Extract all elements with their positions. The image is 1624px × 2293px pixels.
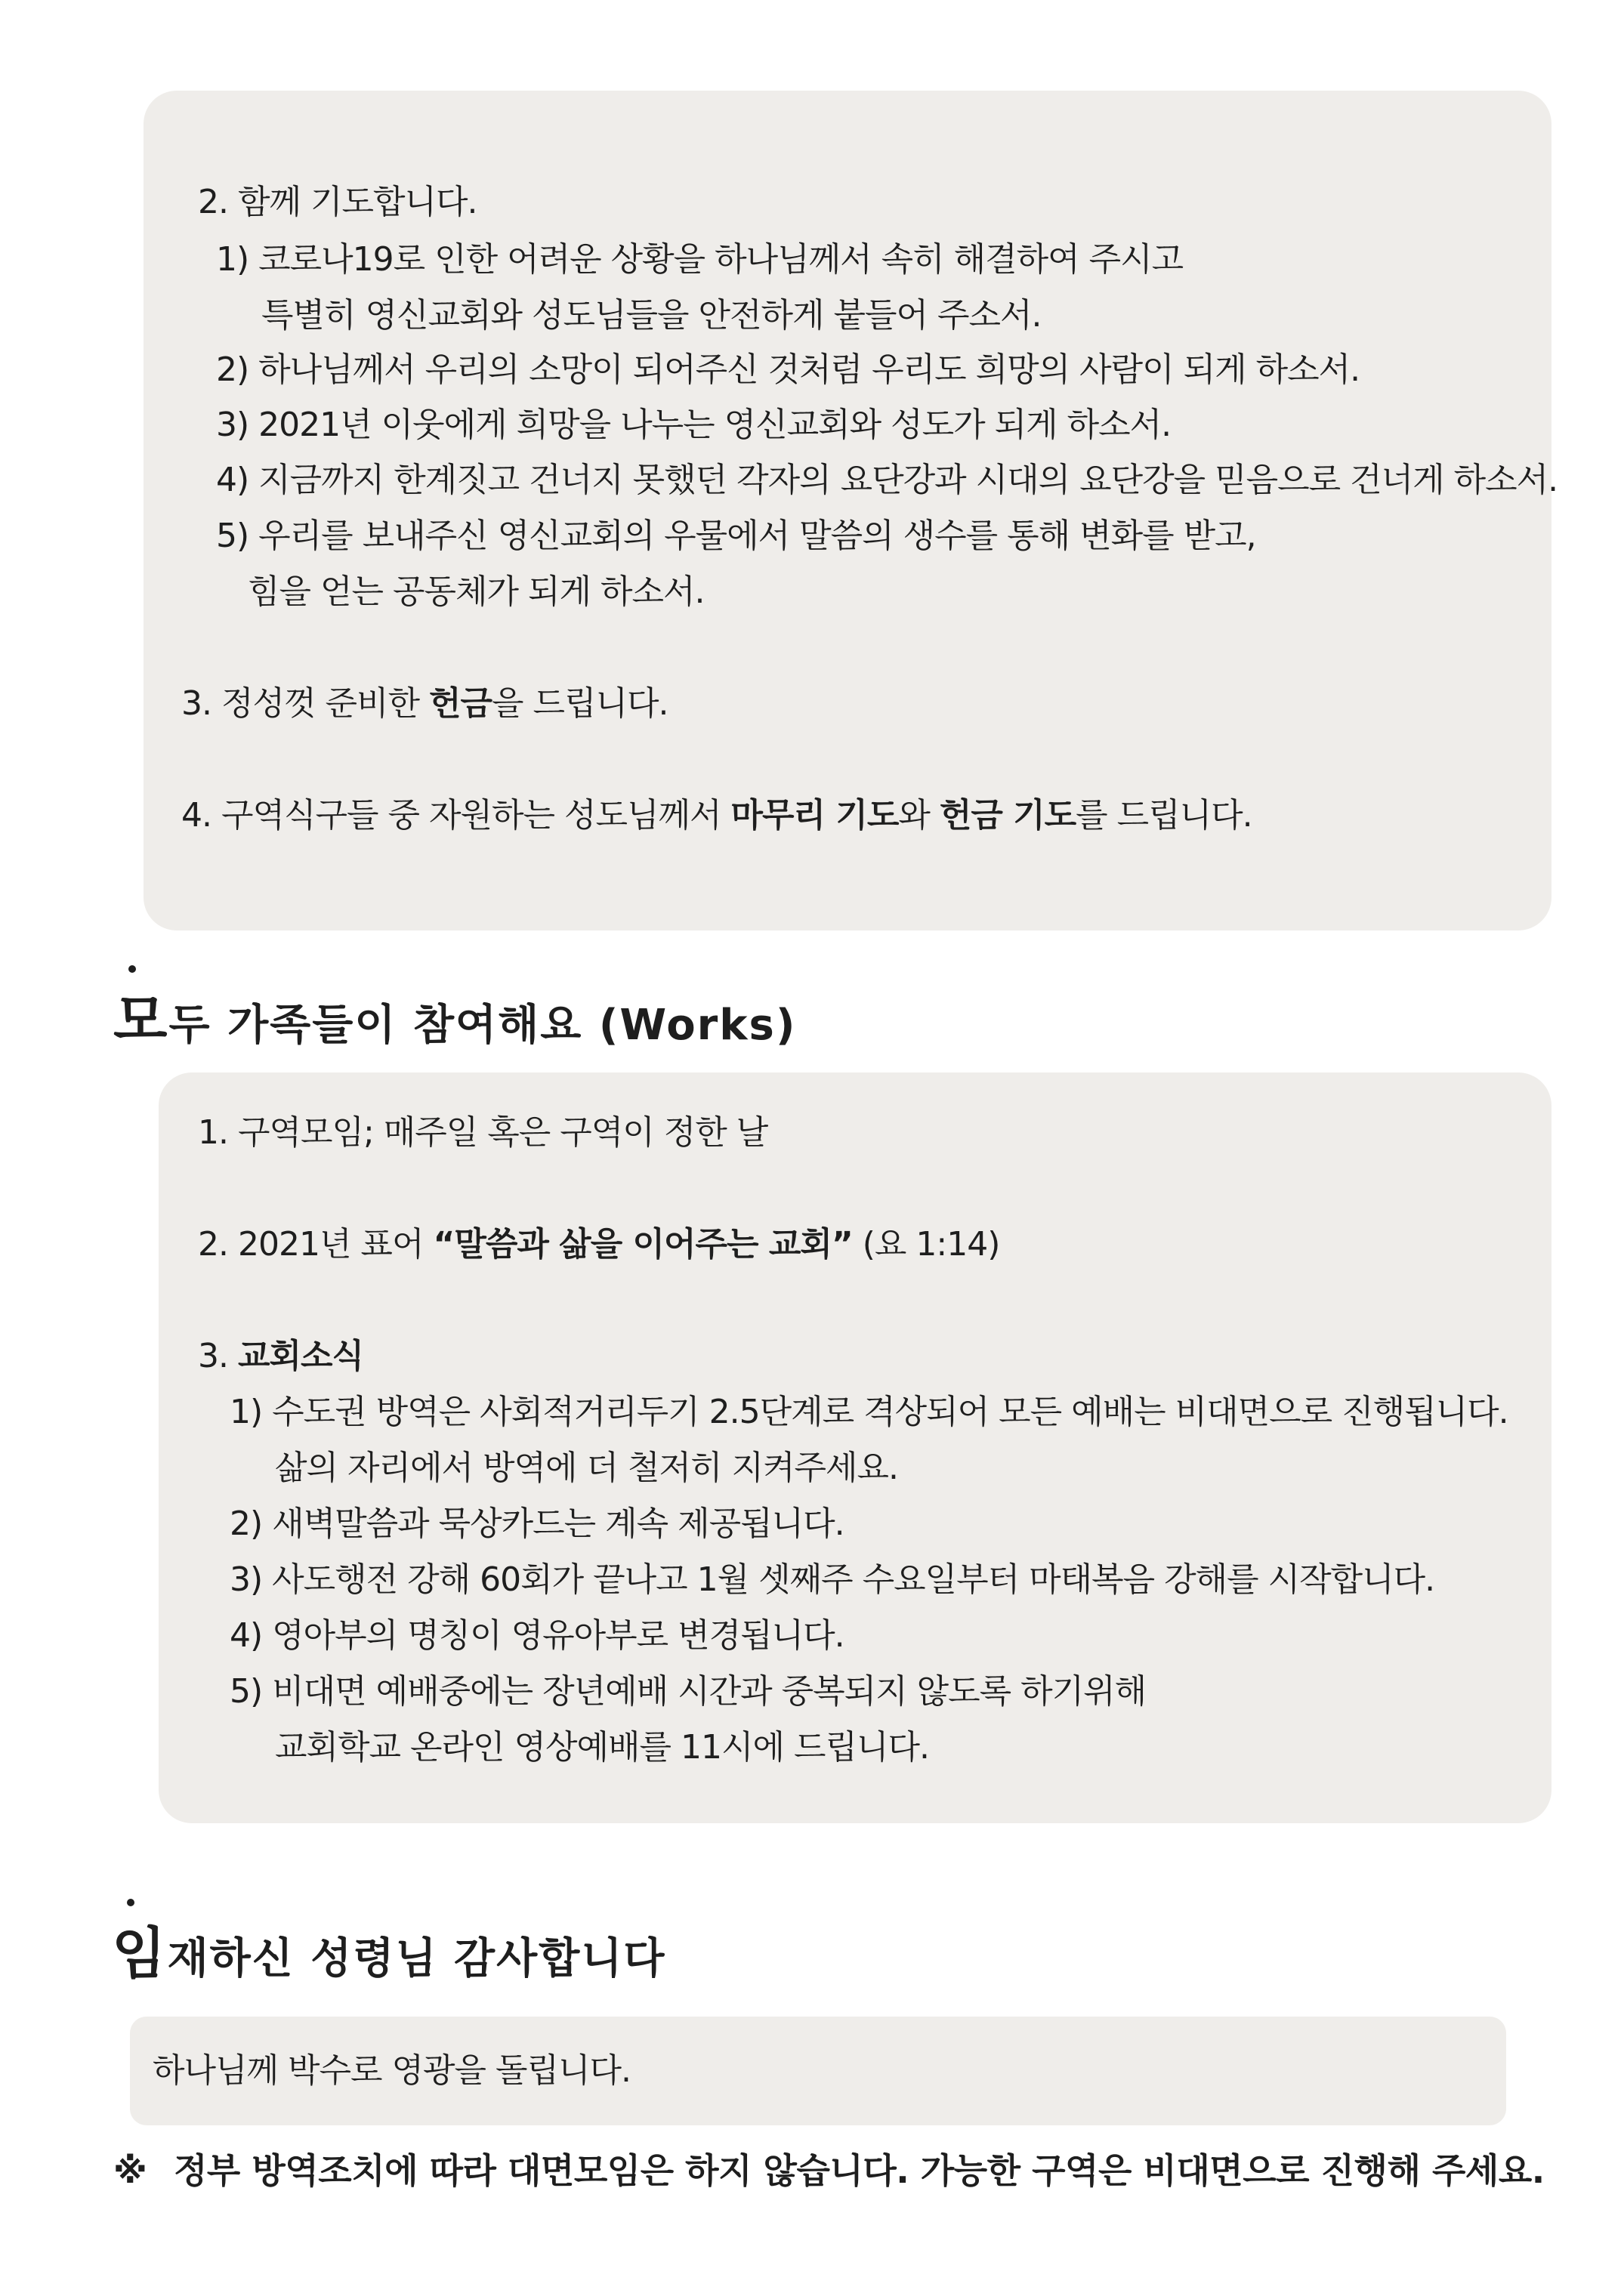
news-item-5b: 교회학교 온라인 영상예배를 11시에 드립니다. [275,1728,929,1767]
closing-prayer-mid: 와 [898,796,940,835]
prayer-item-1a: 1) 코로나19로 인한 어려운 상황을 하나님께서 속히 해결하여 주시고 [216,240,1184,279]
thanks-heading-initial: 임 [112,1921,168,1986]
closing-prayer-bold-2: 헌금 기도 [939,796,1076,835]
prayer-item-5a: 5) 우리를 보내주신 영신교회의 우물에서 말씀의 생수를 통해 변화를 받고, [216,517,1256,555]
works-heading-text: 두 가족들이 참여해요 (Works) [168,1001,797,1050]
church-news-title: 교회소식 [237,1337,363,1375]
news-item-1a: 1) 수도권 방역은 사회적거리두기 2.5단계로 격상되어 모든 예배는 비대면으로 진행됩니다. [230,1393,1508,1431]
closing-prayer-item [181,793,1252,838]
prayer-item-1b: 특별히 영신교회와 성도님들을 안전하게 붙들어 주소서. [261,296,1042,335]
prayer-item-2: 2) 하나님께서 우리의 소망이 되어주신 것처럼 우리도 희망의 사람이 되게 하소서. [216,350,1360,389]
thanks-heading-text: 재하신 성령님 감사합니다 [167,1934,666,1983]
news-item-2: 2) 새벽말씀과 묵상카드는 계속 제공됩니다. [230,1504,844,1543]
prayer-item-5b: 힘을 얻는 공동체가 되게 하소서. [248,572,705,611]
closing-prayer-post: 를 드립니다. [1076,796,1252,835]
motto-pre: 2. 2021년 표어 [198,1225,434,1264]
closing-prayer-bold-1: 마무리 기도 [730,796,899,835]
news-item-1b: 삶의 자리에서 방역에 더 철저히 지켜주세요. [275,1449,898,1487]
thanks-text: 하나님께 박수로 영광을 돌립니다. [153,2051,631,2090]
closing-prayer-pre: 4. 구역식구들 중 자원하는 성도님께서 [181,796,731,835]
offering-item-pre: 3. 정성껏 준비한 [181,684,429,723]
prayer-item-4: 4) 지금까지 한계짓고 건너지 못했던 각자의 요단강과 시대의 요단강을 믿음으로 건너게 하소서. [216,461,1558,499]
reference-mark-icon: ※ [113,2150,147,2191]
heading-dot-icon [127,1899,134,1906]
news-item-5a: 5) 비대면 예배중에는 장년예배 시간과 중복되지 않도록 하기위해 [230,1672,1147,1711]
notice-line [113,2146,1545,2195]
works-heading-initial: 모 [113,988,169,1053]
motto-verse: (요 1:14) [852,1225,1000,1264]
prayer-title: 2. 함께 기도합니다. [198,183,477,221]
church-news-number: 3. [198,1337,238,1375]
offering-item-bold: 헌금 [428,684,492,723]
motto-text: “말씀과 삶을 이어주는 교회” [433,1225,853,1264]
works-item-1: 1. 구역모임; 매주일 혹은 구역이 정한 날 [198,1113,768,1152]
notice-text: 정부 방역조치에 따라 대면모임은 하지 않습니다. 가능한 구역은 비대면으로 진행해 주세요. [174,2150,1545,2191]
offering-item [181,681,668,727]
news-item-4: 4) 영아부의 명칭이 영유아부로 변경됩니다. [230,1616,844,1655]
heading-dot-icon [128,965,136,973]
offering-item-post: 을 드립니다. [491,684,668,723]
works-item-2 [198,1222,999,1267]
prayer-item-3: 3) 2021년 이웃에게 희망을 나누는 영신교회와 성도가 되게 하소서. [216,406,1172,444]
works-heading [113,976,796,1056]
works-item-3 [198,1334,363,1379]
thanks-heading [112,1909,666,1989]
news-item-3: 3) 사도행전 강해 60회가 끝나고 1월 셋째주 수요일부터 마태복음 강해를 시작합니다. [230,1560,1435,1599]
